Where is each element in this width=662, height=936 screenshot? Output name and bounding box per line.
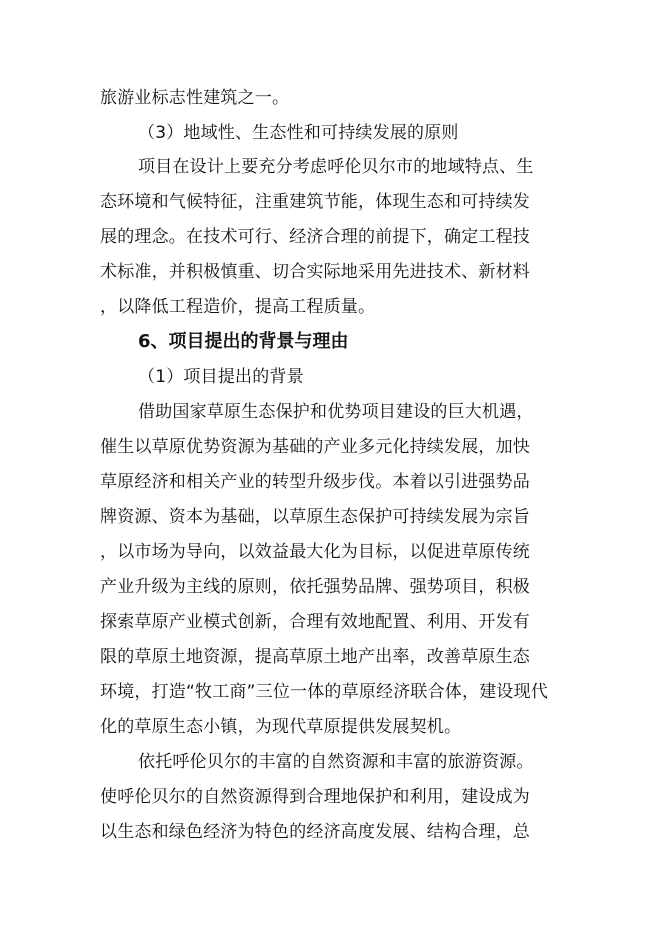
body-text-line: 牌资源、资本为基础，以草原生态保护可持续发展为宗旨 xyxy=(100,507,530,527)
subheading-background: （1）项目提出的背景 xyxy=(138,367,304,387)
body-text-line: 限的草原土地资源，提高草原土地产出率，改善草原生态 xyxy=(100,647,530,667)
body-text-line: 草原经济和相关产业的转型升级步伐。本着以引进强势品 xyxy=(100,472,530,492)
body-text-line: 旅游业标志性建筑之一。 xyxy=(100,88,290,108)
body-text-line: ，以市场为导向，以效益最大化为目标，以促进草原传统 xyxy=(100,542,530,562)
body-text-line: 使呼伦贝尔的自然资源得到合理地保护和利用，建设成为 xyxy=(100,787,530,807)
body-text-line: 以生态和绿色经济为特色的经济高度发展、结构合理，总 xyxy=(100,822,530,842)
body-text-line: 依托呼伦贝尔的丰富的自然资源和丰富的旅游资源。 xyxy=(138,752,534,772)
body-text-line: 借助国家草原生态保护和优势项目建设的巨大机遇， xyxy=(138,402,534,422)
body-text-line: 探索草原产业模式创新，合理有效地配置、利用、开发有 xyxy=(100,612,530,632)
body-text-line: 术标准，并积极慎重、切合实际地采用先进技术、新材料 xyxy=(100,262,530,282)
body-text-line: ，以降低工程造价，提高工程质量。 xyxy=(100,297,376,317)
subheading-principle-3: （3）地域性、生态性和可持续发展的原则 xyxy=(138,123,459,143)
section-heading: 6、项目提出的背景与理由 xyxy=(138,331,349,352)
body-text-line: 环境，打造“牧工商”三位一体的草原经济联合体，建设现代 xyxy=(100,682,549,702)
body-text-line: 项目在设计上要充分考虑呼伦贝尔市的地域特点、生 xyxy=(138,157,534,177)
body-text-line: 催生以草原优势资源为基础的产业多元化持续发展，加快 xyxy=(100,437,530,457)
body-text-line: 化的草原生态小镇，为现代草原提供发展契机。 xyxy=(100,717,462,737)
body-text-line: 态环境和气候特征，注重建筑节能，体现生态和可持续发 xyxy=(100,192,530,212)
body-text-line: 展的理念。在技术可行、经济合理的前提下，确定工程技 xyxy=(100,227,530,247)
body-text-line: 产业升级为主线的原则，依托强势品牌、强势项目，积极 xyxy=(100,577,530,597)
